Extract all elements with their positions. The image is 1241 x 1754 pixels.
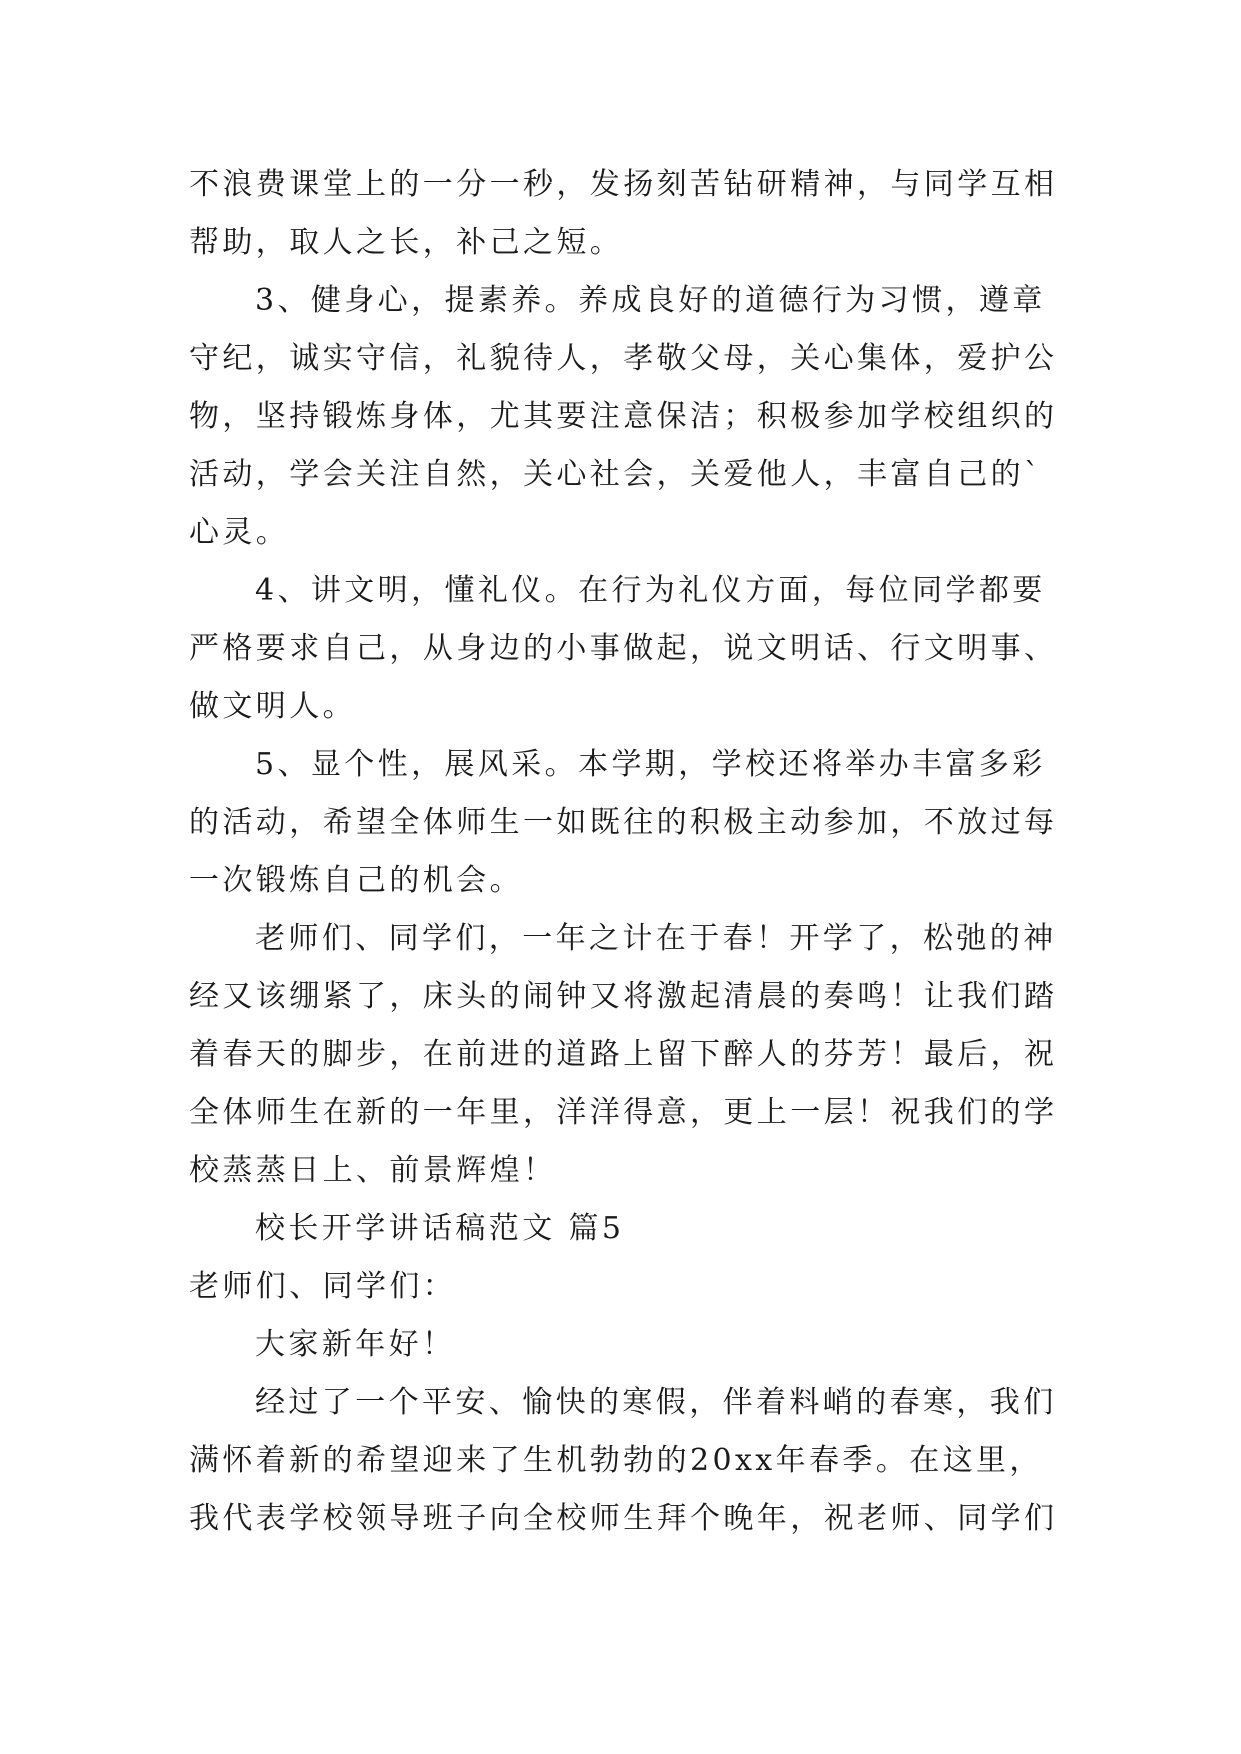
body-line: 活动，学会关注自然，关心社会，关爱他人，丰富自己的` [189,457,1043,492]
body-line: 严格要求自己，从身边的小事做起，说文明话、行文明事、 [189,631,1058,666]
body-line: 4、讲文明，懂礼仪。在行为礼仪方面，每位同学都要 [255,573,1046,608]
document-body [189,156,1069,1548]
body-line: 心灵。 [189,515,290,550]
body-line: 帮助，取人之长，补己之短。 [189,225,624,260]
body-line: 守纪，诚实守信，礼貌待人，孝敬父母，关心集体，爱护公 [189,341,1058,376]
body-line: 3、健身心，提素养。养成良好的道德行为习惯，遵章 [255,283,1046,318]
body-line: 的活动，希望全体师生一如既往的积极主动参加，不放过每 [189,805,1058,840]
body-line: 着春天的脚步，在前进的道路上留下醉人的芬芳！最后，祝 [189,1037,1058,1072]
body-line: 经过了一个平安、愉快的寒假，伴着料峭的春寒，我们 [255,1385,1057,1420]
section-heading: 校长开学讲话稿范文 篇5 [255,1211,625,1246]
body-line: 经又该绷紧了，床头的闹钟又将激起清晨的奏鸣！让我们踏 [189,979,1058,1014]
body-line: 我代表学校领导班子向全校师生拜个晚年，祝老师、同学们 [189,1501,1058,1536]
body-line: 全体师生在新的一年里，洋洋得意，更上一层！祝我们的学 [189,1095,1058,1130]
body-line: 校蒸蒸日上、前景辉煌！ [189,1153,557,1188]
body-line: 5、显个性，展风采。本学期，学校还将举办丰富多彩 [255,747,1046,782]
body-line: 老师们、同学们，一年之计在于春！开学了，松弛的神 [255,921,1057,956]
body-line: 不浪费课堂上的一分一秒，发扬刻苦钻研精神，与同学互相 [189,167,1058,202]
body-line: 满怀着新的希望迎来了生机勃勃的20xx年春季。在这里， [189,1443,1043,1478]
body-line: 物，坚持锻炼身体，尤其要注意保洁；积极参加学校组织的 [189,399,1058,434]
salutation: 老师们、同学们： [189,1269,457,1304]
body-line: 做文明人。 [189,689,356,724]
body-line: 一次锻炼自己的机会。 [189,863,523,898]
greeting: 大家新年好！ [255,1327,456,1362]
